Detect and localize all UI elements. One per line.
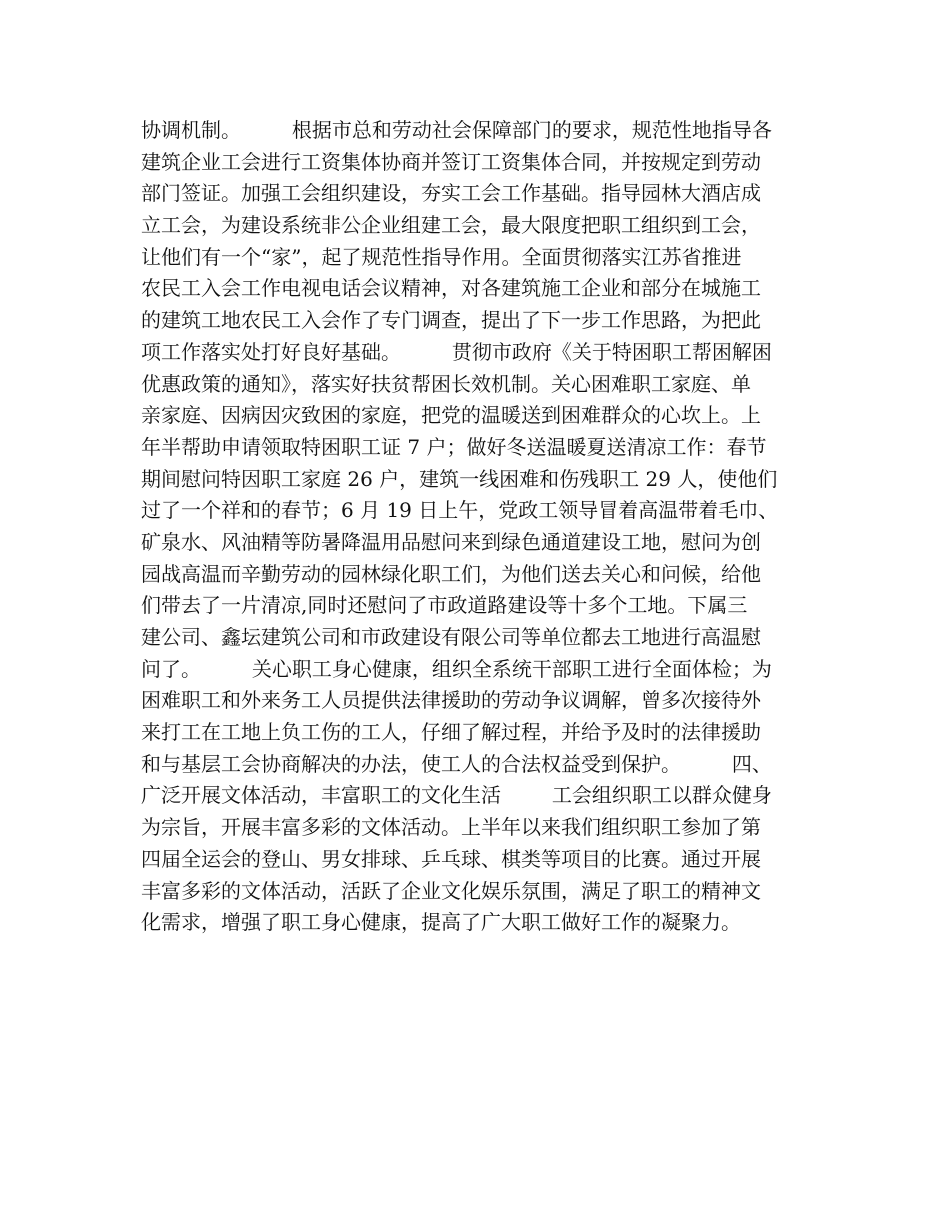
- text-line: 立工会，为建设系统非公企业组建工会，最大限度把职工组织到工会，: [141, 213, 761, 238]
- text-line: 和与基层工会协商解决的办法，使工人的合法权益受到保护。 四、: [141, 751, 772, 776]
- text-line: 园战高温而辛勤劳动的园林绿化职工们，为他们送去关心和问候，给他: [141, 561, 761, 586]
- text-line: 农民工入会工作电视电话会议精神，对各建筑施工企业和部分在城施工: [141, 276, 761, 301]
- text-line: 年半帮助申请领取特困职工证 7 户；做好冬送温暖夏送清凉工作：春节: [141, 434, 767, 459]
- text-line: 们带去了一片清凉,同时还慰问了市政道路建设等十多个工地。下属三: [141, 593, 748, 618]
- text-line: 来打工在工地上负工伤的工人，仔细了解过程，并给予及时的法律援助: [141, 720, 761, 745]
- text-line: 建公司、鑫坛建筑公司和市政建设有限公司等单位都去工地进行高温慰: [141, 625, 761, 649]
- text-line: 广泛开展文体活动，丰富职工的文化生活 工会组织职工以群众健身: [141, 783, 772, 808]
- body-text: [141, 115, 831, 939]
- text-line: 困难职工和外来务工人员提供法律援助的劳动争议调解，曾多次接待外: [141, 688, 761, 713]
- text-line: 亲家庭、因病因灾致困的家庭，把党的温暖送到困难群众的心坎上。上: [141, 403, 761, 428]
- text-line: 矿泉水、风油精等防暑降温用品慰问来到绿色通道建设工地，慰问为创: [141, 529, 761, 554]
- text-line: 部门签证。加强工会组织建设，夯实工会工作基础。指导园林大酒店成: [141, 181, 761, 206]
- text-line: 建筑企业工会进行工资集体协商并签订工资集体合同，并按规定到劳动: [141, 149, 761, 174]
- text-line: 让他们有一个“家”，起了规范性指导作用。全面贯彻落实江苏省推进: [141, 244, 742, 269]
- text-line: 四届全运会的登山、男女排球、乒乓球、棋类等项目的比赛。通过开展: [141, 846, 761, 871]
- text-line: 丰富多彩的文体活动，活跃了企业文化娱乐氛围，满足了职工的精神文: [141, 878, 761, 903]
- text-line: 期间慰问特因职工家庭 26 户，建筑一线困难和伤残职工 29 人，使他们: [141, 466, 778, 491]
- text-line: 过了一个祥和的春节；6 月 19 日上午，党政工领导冒着高温带着毛巾、: [141, 498, 779, 523]
- text-line: 化需求，增强了职工身心健康，提高了广大职工做好工作的凝聚力。: [141, 910, 741, 935]
- text-line: 优惠政策的通知》，落实好扶贫帮困长效机制。关心困难职工家庭、单: [141, 371, 751, 396]
- text-line: 的建筑工地农民工入会作了专门调查，提出了下一步工作思路，为把此: [141, 308, 761, 333]
- text-line: 协调机制。 根据市总和劳动社会保障部门的要求，规范性地指导各: [141, 118, 772, 142]
- text-line: 项工作落实处打好良好基础。 贯彻市政府《关于特困职工帮困解困: [141, 339, 772, 364]
- text-line: 问了。 关心职工身心健康，组织全系统干部职工进行全面体检；为: [141, 656, 772, 681]
- text-line: 为宗旨，开展丰富多彩的文体活动。上半年以来我们组织职工参加了第: [141, 815, 761, 840]
